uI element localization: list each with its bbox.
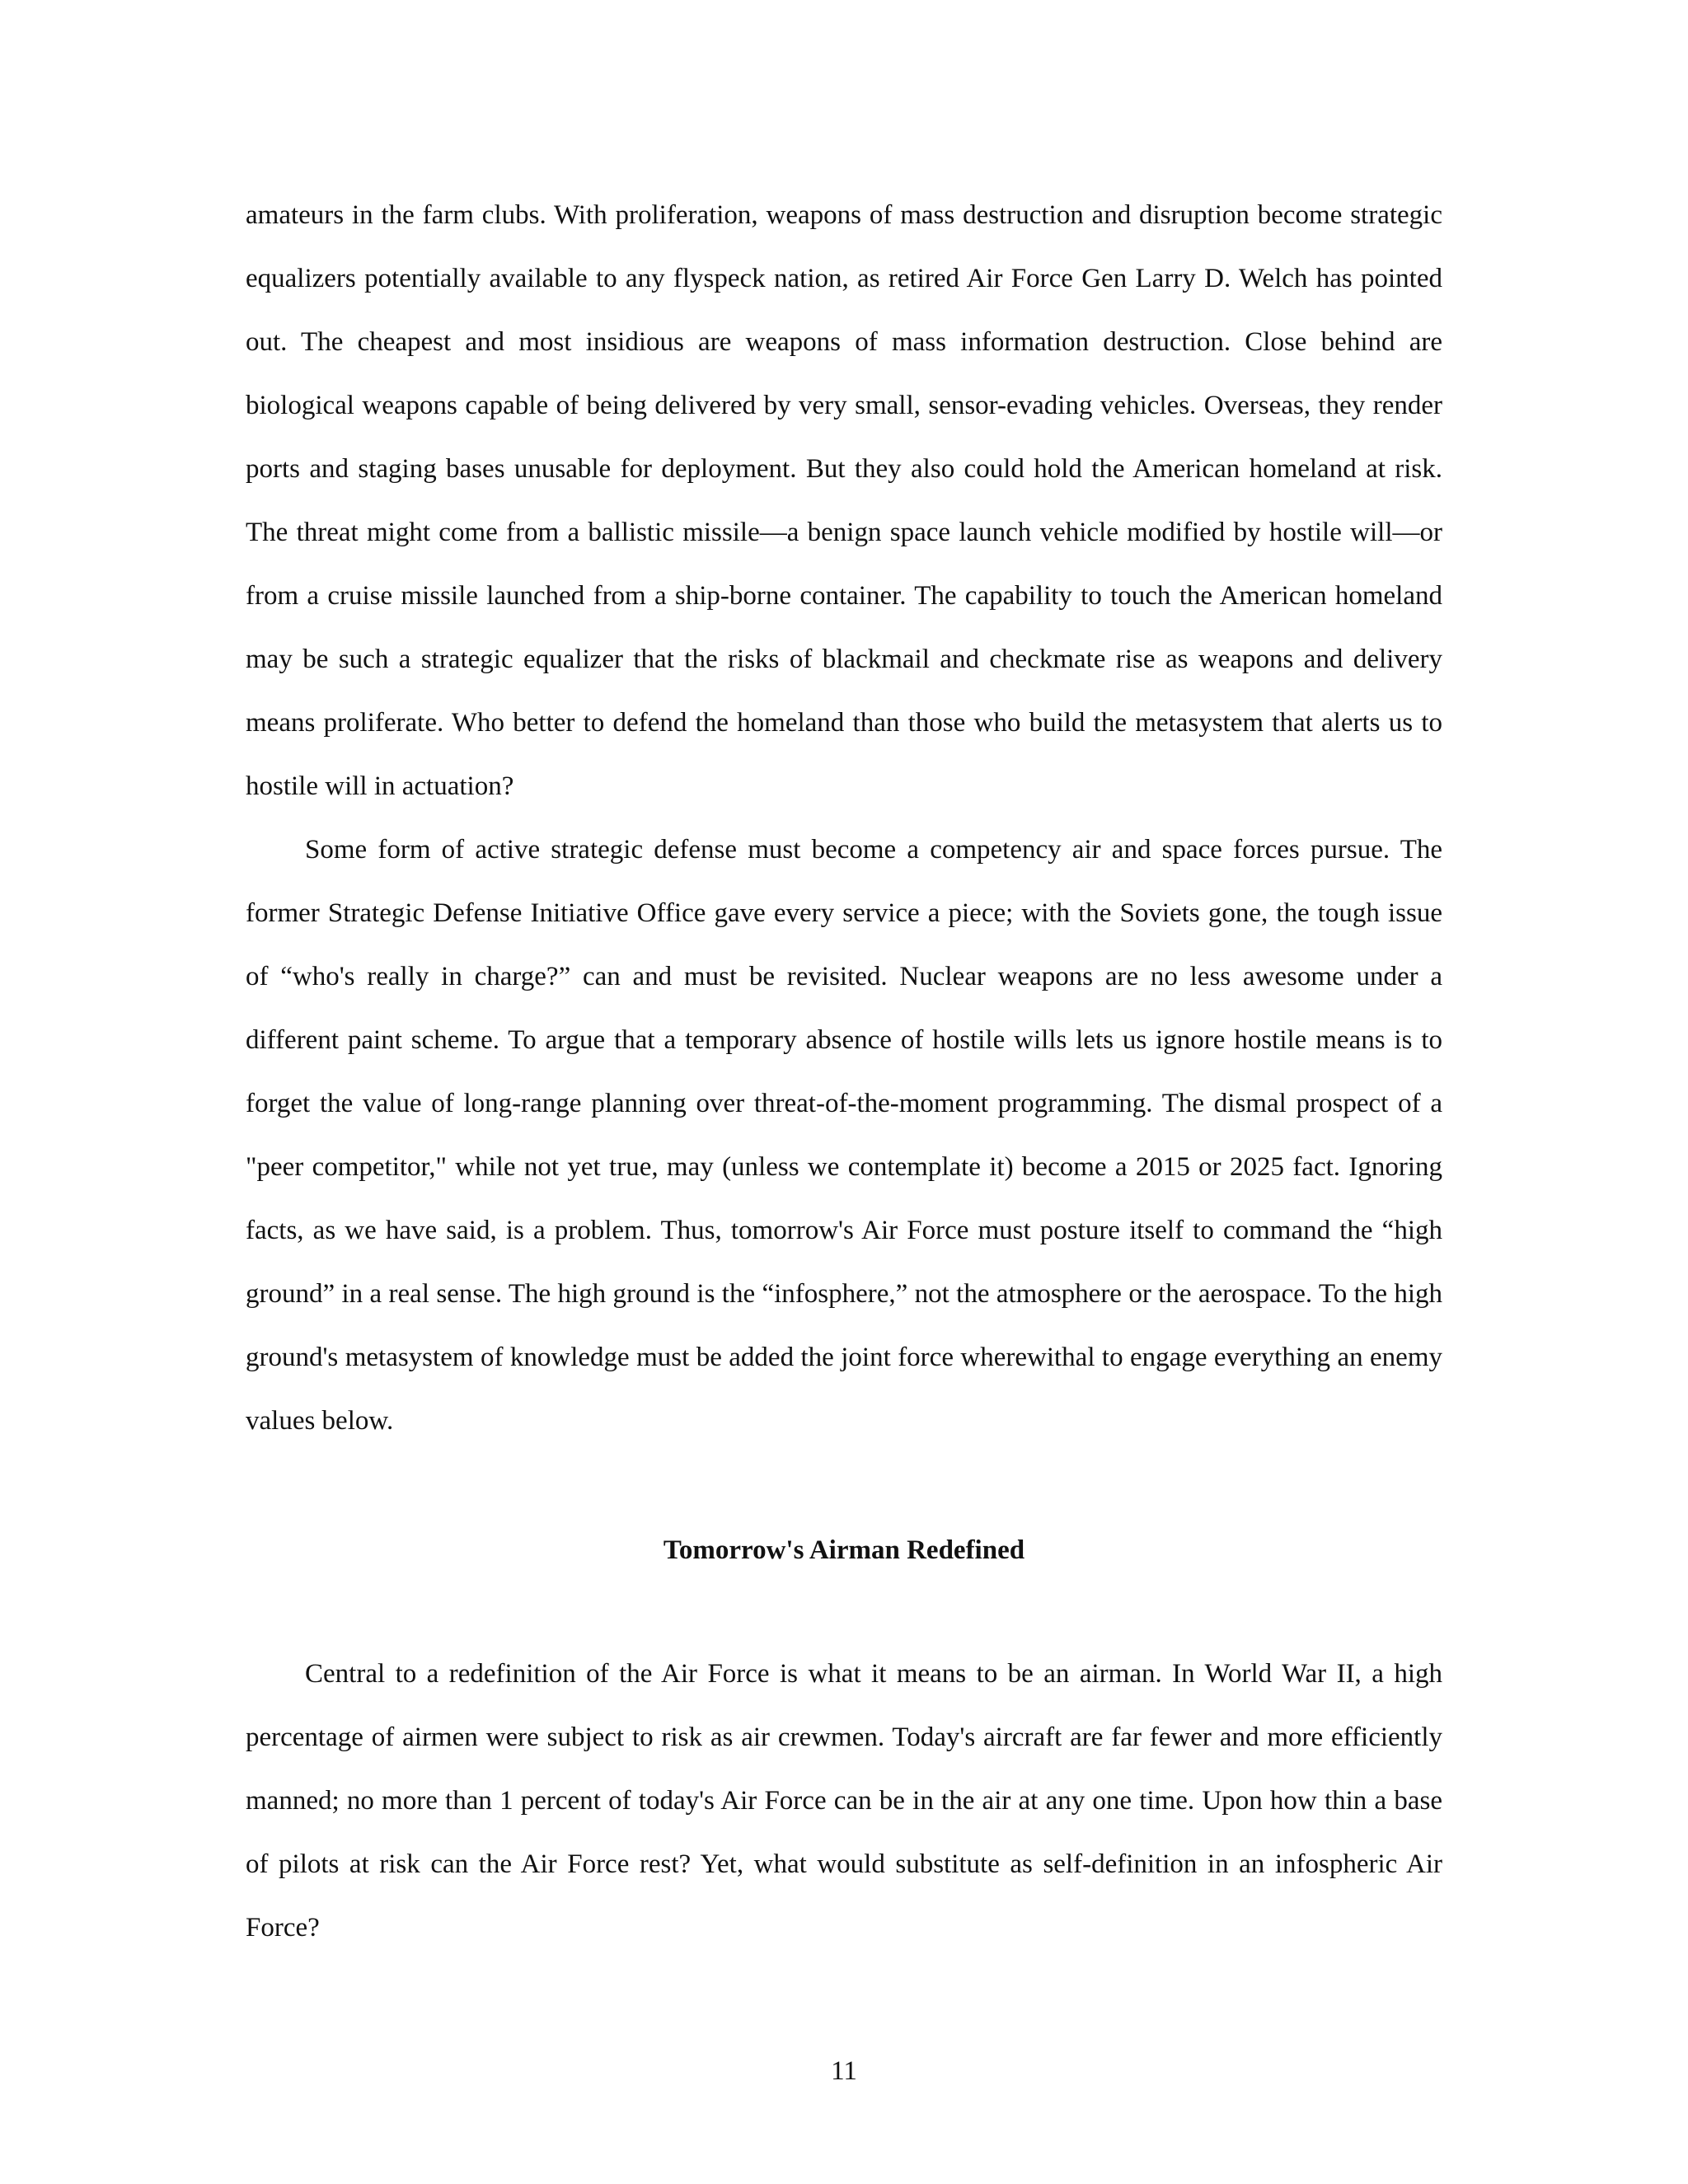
paragraph-continuation — [246, 184, 1442, 818]
paragraph-text: Central to a redefinition of the Air Force is what it means to be an airman. In World War II, a high percentage of airmen were subject to risk as air crewmen. Today's aircraft are far fewer and more efficiently manned; no more than 1 percent of today's Air Force can be in the air at any one time. Upon how thin a base of pilots at risk can the Air Force rest? Yet, what would substitute as self-definition in an infospheric Air Force? — [246, 1659, 1442, 1943]
paragraph-text: amateurs in the farm clubs. With proliferation, weapons of mass destruction and disruption become strategic equalizers potentially available to any flyspeck nation, as retired Air Force Gen Larry D. Welch has pointed out. The cheapest and most insidious are weapons of mass information destruction. Close behind are biological weapons capable of being delivered by very small, sensor-evading vehicles. Overseas, they render ports and staging bases unusable for deployment. But they also could hold the American homeland at risk. The threat might come from a ballistic missile—a benign space launch vehicle modified by hostile will—or from a cruise missile launched from a ship-borne container. The capability to touch the American homeland may be such a strategic equalizer that the risks of blackmail and checkmate rise as weapons and delivery means proliferate. Who better to defend the homeland than those who build the metasystem that alerts us to hostile will in actuation? — [246, 200, 1442, 801]
paragraph-strategic-defense — [246, 818, 1442, 1453]
page-number: 11 — [831, 2056, 857, 2086]
paragraph-text: Some form of active strategic defense must become a competency air and space forces pursue. The former Strategic Defense Initiative Office gave every service a piece; with the Soviets gone, the tough issue of “who's really in charge?” can and must be revisited. Nuclear weapons are no less awesome under a different paint scheme. To argue that a temporary absence of hostile wills lets us ignore hostile means is to forget the value of long-range planning over threat-of-the-moment programming. The dismal prospect of a "peer competitor," while not yet true, may (unless we contemplate it) become a 2015 or 2025 fact. Ignoring facts, as we have said, is a problem. Thus, tomorrow's Air Force must posture itself to command the “high ground” in a real sense. The high ground is the “infosphere,” not the atmosphere or the aerospace. To the high ground's metasystem of knowledge must be added the joint force wherewithal to engage everything an enemy values below. — [246, 835, 1442, 1436]
paragraph-airman — [246, 1643, 1442, 1960]
section-heading: Tomorrow's Airman Redefined — [663, 1535, 1025, 1565]
